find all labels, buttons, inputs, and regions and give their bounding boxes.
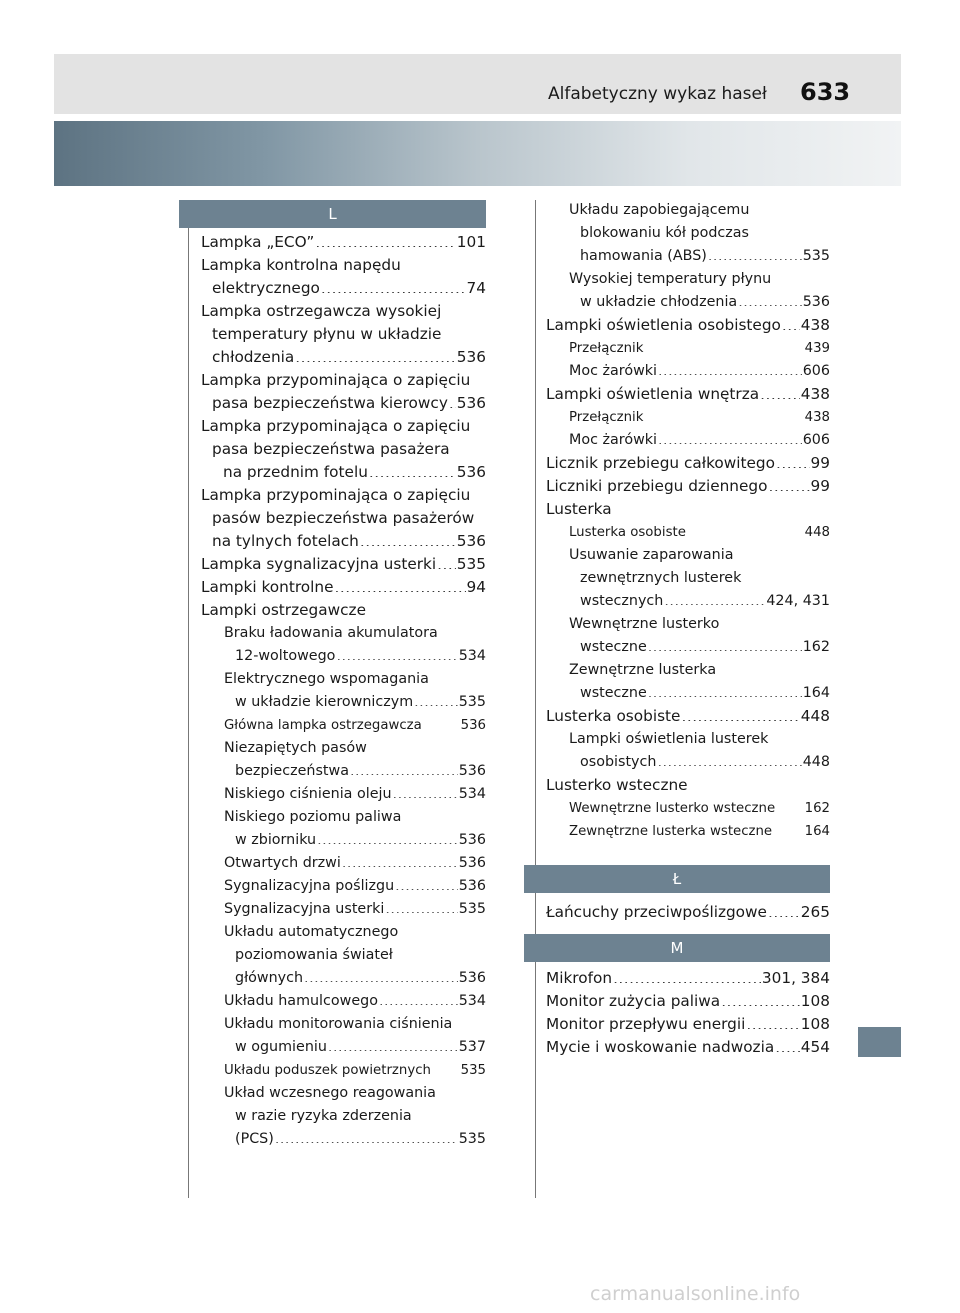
index-entry: Moc żarówki ..... 606: [569, 429, 830, 452]
index-entry-line: Lampka przypominająca o zapięciu: [201, 371, 471, 389]
index-entry-line: Lusterko wsteczne: [546, 776, 688, 794]
index-entry: elektrycznego ..... 74: [201, 277, 486, 300]
index-entry: Liczniki przebiegu dziennego ..... 99: [546, 475, 830, 498]
index-entry: Łańcuchy przeciwpoślizgowe ..... 265: [546, 901, 830, 924]
page-number: 633: [800, 78, 851, 106]
index-entry-line: Elektrycznego wspomagania: [224, 671, 429, 687]
index-entry: Monitor zużycia paliwa ..... 108: [546, 990, 830, 1013]
section-header-l: L: [179, 200, 486, 228]
decorative-gradient-band: [54, 121, 901, 186]
sub-entries: [546, 337, 830, 383]
index-entry-line: Lampka ostrzegawcza wysokiej: [201, 302, 442, 320]
index-entry-line: pasa bezpieczeństwa pasażera: [212, 440, 450, 458]
index-entry: Lampki kontrolne ..... 94: [201, 576, 486, 599]
index-entry-line: Układu zapobiegającemu: [569, 202, 750, 218]
index-entry: Lampki oświetlenia wnętrza ..... 438: [546, 383, 830, 406]
index-entry-line: Układu automatycznego: [224, 924, 399, 940]
index-entry: Przełącznik ..... 438: [569, 406, 830, 429]
index-entry: w zbiorniku ..... 536: [224, 829, 486, 852]
index-entry-line: Lampki oświetlenia lusterek: [569, 731, 769, 747]
index-entry: wsteczne ..... 162: [569, 636, 830, 659]
index-entry: w układzie chłodzenia ..... 536: [569, 291, 830, 314]
index-entry-line: Układ wczesnego reagowania: [224, 1085, 436, 1101]
index-entry: Mycie i woskowanie nadwozia ..... 454: [546, 1036, 830, 1059]
index-entry-line: w razie ryzyka zderzenia: [235, 1108, 412, 1124]
index-entry: głównych ..... 536: [224, 967, 486, 990]
index-entry-line: Lampki ostrzegawcze: [201, 601, 366, 619]
index-entry: w ogumieniu ..... 537: [224, 1036, 486, 1059]
section-entries: [524, 893, 830, 924]
index-entry-line: temperatury płynu w układzie: [212, 325, 442, 343]
index-entry: Niskiego ciśnienia oleju ..... 534: [224, 783, 486, 806]
index-entry: Układu poduszek powietrznych ..... 535: [224, 1059, 486, 1082]
index-entry: na tylnych fotelach ..... 536: [201, 530, 486, 553]
header-band: [54, 54, 901, 114]
index-entry-line: Lampka kontrolna napędu: [201, 256, 401, 274]
index-entry-line: blokowaniu kół podczas: [580, 225, 750, 241]
index-entry: na przednim fotelu ..... 536: [201, 461, 486, 484]
index-entry-line: Niezapiętych pasów: [224, 740, 367, 756]
index-entry: Zewnętrzne lusterka wsteczne ..... 164: [569, 820, 830, 843]
index-entry: Moc żarówki ..... 606: [569, 360, 830, 383]
index-entry-line: pasów bezpieczeństwa pasażerów: [212, 509, 475, 527]
index-entry-line: Lampka przypominająca o zapięciu: [201, 486, 471, 504]
index-entry: Lusterka osobiste ..... 448: [569, 521, 830, 544]
watermark: carmanualsonline.info: [590, 1283, 801, 1305]
left-entries: [179, 228, 486, 1151]
index-entry: Lampki oświetlenia osobistego ..... 438: [546, 314, 830, 337]
sub-entries: [546, 797, 830, 843]
section-header-m: M: [524, 934, 830, 962]
index-entry: Sygnalizacyjna usterki ..... 535: [224, 898, 486, 921]
section-l-stroke: [524, 865, 830, 924]
index-entry: osobistych ..... 448: [569, 751, 830, 774]
index-entry: 12-woltowego ..... 534: [224, 645, 486, 668]
index-entry: pasa bezpieczeństwa kierowcy ..... 536: [201, 392, 486, 415]
index-entry-line: Usuwanie zaparowania: [569, 547, 734, 563]
index-entry: Sygnalizacyjna poślizgu ..... 536: [224, 875, 486, 898]
sub-entries: [546, 199, 830, 314]
index-entry-line: Wewnętrzne lusterko: [569, 616, 720, 632]
index-entry-line: Lusterka: [546, 500, 612, 518]
sub-entries: [546, 406, 830, 452]
index-entry: Mikrofon ..... 301, 384: [546, 967, 830, 990]
index-entry: Lusterka osobiste ..... 448: [546, 705, 830, 728]
index-entry: wsteczne ..... 164: [569, 682, 830, 705]
index-entry-line: poziomowania świateł: [235, 947, 393, 963]
page-header-title: Alfabetyczny wykaz haseł: [548, 84, 767, 104]
sub-entries: [201, 622, 486, 1151]
index-entry-line: zewnętrznych lusterek: [580, 570, 742, 586]
index-entry-line: Wysokiej temperatury płynu: [569, 271, 772, 287]
index-entry: Licznik przebiegu całkowitego ..... 99: [546, 452, 830, 475]
index-entry-line: Układu monitorowania ciśnienia: [224, 1016, 453, 1032]
side-index-tab: [858, 1027, 901, 1057]
sub-entries: [546, 728, 830, 774]
sub-entries: [546, 521, 830, 705]
right-column: [546, 199, 830, 843]
index-entry: hamowania (ABS) ..... 535: [569, 245, 830, 268]
index-entry-line: Braku ładowania akumulatora: [224, 625, 438, 641]
index-entry: Monitor przepływu energii ..... 108: [546, 1013, 830, 1036]
section-m: [524, 934, 830, 1059]
index-entry: chłodzenia ..... 536: [201, 346, 486, 369]
section-entries: [524, 962, 830, 1059]
index-entry: Lampka „ECO” ..... 101: [201, 231, 486, 254]
section-header-l-stroke: Ł: [524, 865, 830, 893]
index-entry: Otwartych drzwi ..... 536: [224, 852, 486, 875]
index-entry: bezpieczeństwa ..... 536: [224, 760, 486, 783]
index-entry-line: Lampka przypominająca o zapięciu: [201, 417, 471, 435]
index-entry: wstecznych ..... 424, 431: [569, 590, 830, 613]
index-entry: Lampka sygnalizacyjna usterki ..... 535: [201, 553, 486, 576]
left-column: [179, 200, 486, 1151]
index-entry: w układzie kierowniczym ..... 535: [224, 691, 486, 714]
index-entry: Wewnętrzne lusterko wsteczne ..... 162: [569, 797, 830, 820]
index-entry: Przełącznik ..... 439: [569, 337, 830, 360]
index-entry: (PCS) ..... 535: [224, 1128, 486, 1151]
index-entry: Układu hamulcowego ..... 534: [224, 990, 486, 1013]
index-entry: Główna lampka ostrzegawcza ..... 536: [224, 714, 486, 737]
index-entry-line: Zewnętrzne lusterka: [569, 662, 717, 678]
index-entry-line: Niskiego poziomu paliwa: [224, 809, 402, 825]
